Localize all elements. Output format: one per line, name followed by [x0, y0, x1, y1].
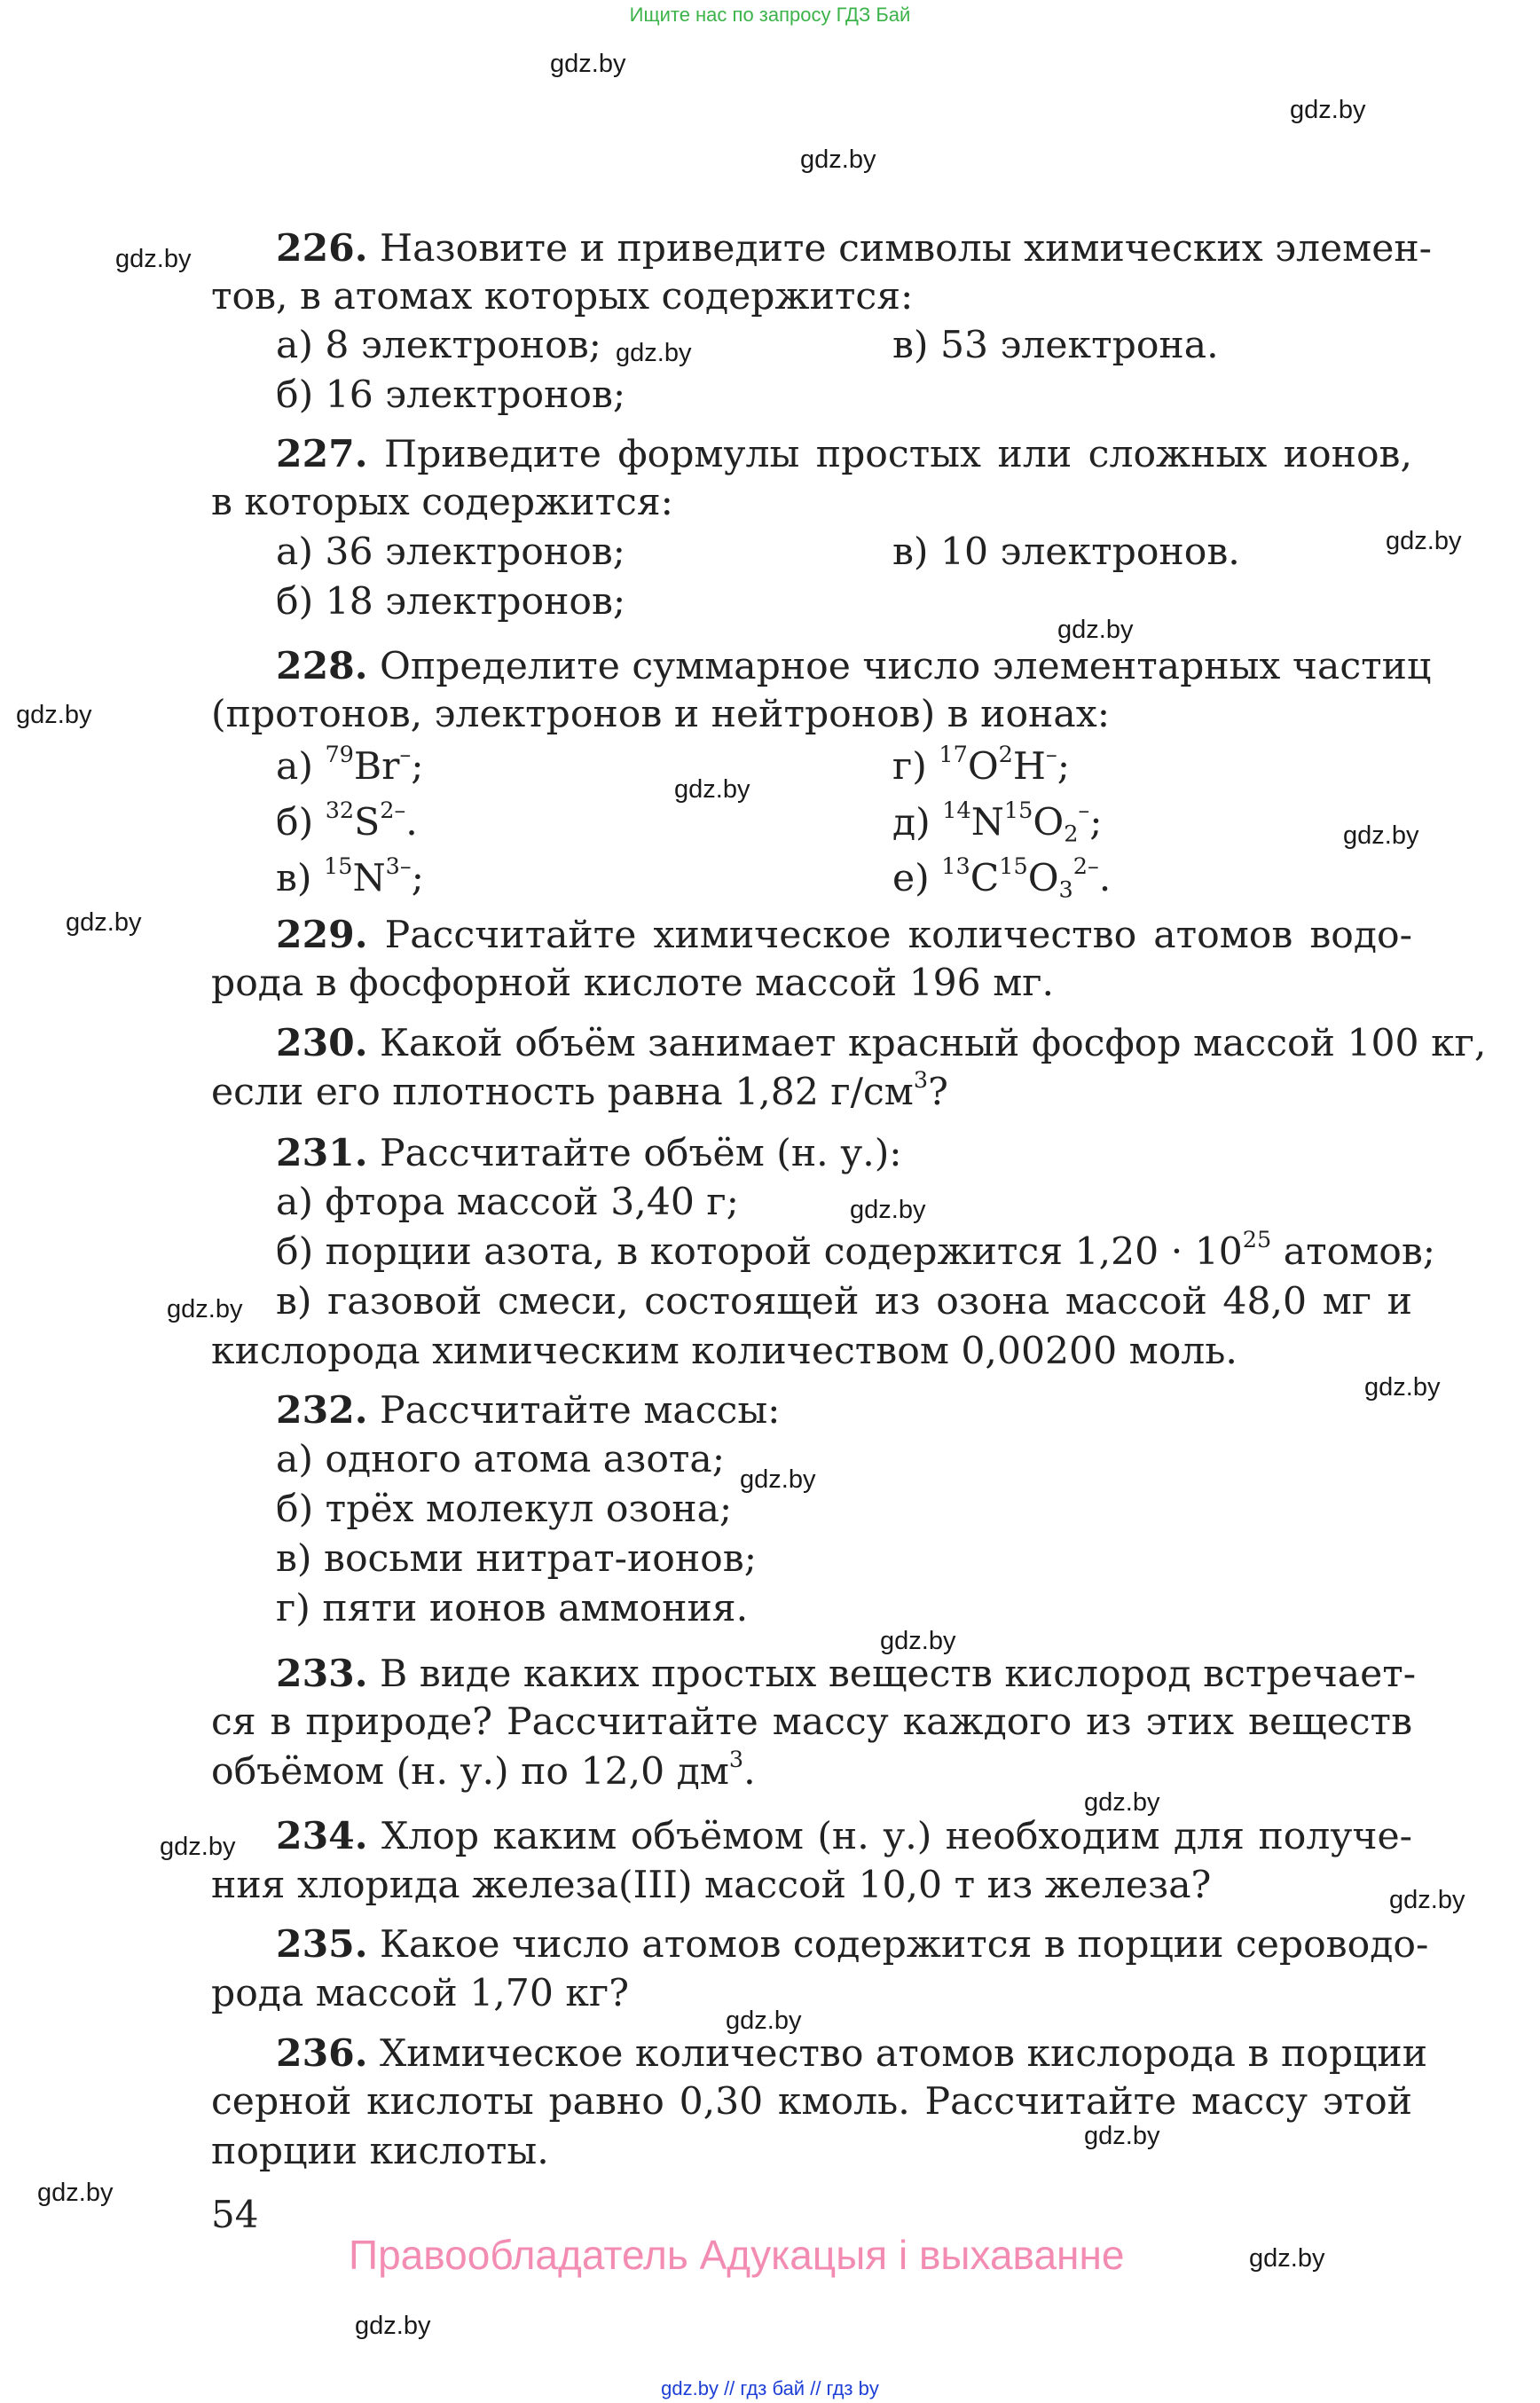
problem-number: 229. — [276, 913, 368, 957]
watermark: gdz.by — [1389, 1886, 1465, 1914]
problem-232-option: в) восьми нитрат-ионов; — [276, 1537, 758, 1581]
problem-number: 227. — [276, 432, 368, 476]
problem-number: 234. — [276, 1814, 368, 1858]
watermark: gdz.by — [1249, 2244, 1325, 2273]
problem-text: Хлор каким объёмом (н. у.) необходим для получе- — [381, 1815, 1412, 1858]
ion-a: а) $^{79}$Br–; — [276, 741, 424, 789]
problem-text: Рассчитайте объём (н. у.): — [380, 1132, 902, 1175]
footer-links[interactable]: gdz.by // гдз бай // гдз by — [661, 2377, 879, 2399]
problem-233-line: ся в природе? Рассчитайте массу каждого из этих веществ — [211, 1700, 1412, 1744]
watermark: gdz.by — [167, 1295, 243, 1323]
top-banner[interactable]: Ищите нас по запросу ГДЗ Бай — [629, 4, 911, 26]
problem-text: Рассчитайте массы: — [380, 1389, 781, 1433]
option-v: в) 10 электронов. — [892, 530, 1240, 574]
problem-231-option: а) фтора массой 3,40 г; — [276, 1181, 739, 1224]
ion-e: е) $^{13}C^{15}O_3^{2-}$. — [892, 852, 1112, 904]
problem-229-line: рода в фосфорной кислоте массой 196 мг. — [211, 962, 1055, 1005]
problem-234-line: ния хлорида железа(III) массой 10,0 т из железа? — [211, 1864, 1212, 1907]
watermark: gdz.by — [550, 50, 626, 78]
problem-235-line — [276, 1920, 1429, 1970]
watermark: gdz.by — [800, 145, 876, 174]
problem-234-line — [276, 1811, 1412, 1862]
problem-228-line — [276, 641, 1432, 692]
watermark: gdz.by — [740, 1465, 816, 1494]
problem-number: 230. — [276, 1021, 368, 1065]
page-number: 54 — [211, 2193, 259, 2236]
problem-231-option: б) порции азота, в которой содержится $1,20 \cdot 10^{25}$ атомов; — [276, 1226, 1436, 1274]
watermark: gdz.by — [37, 2179, 114, 2207]
problem-235-line: рода массой 1,70 кг? — [211, 1972, 629, 2015]
problem-number: 236. — [276, 2031, 368, 2076]
problem-232-line — [276, 1386, 1412, 1436]
problem-236-line — [276, 2029, 1428, 2079]
problem-226-options: б) 16 электронов; — [276, 373, 626, 417]
ion-v: в) $^{15}N^{3-}$; — [276, 852, 424, 900]
problem-text: Рассчитайте химическое количество атомов водо- — [384, 914, 1412, 957]
watermark: gdz.by — [1364, 1373, 1441, 1402]
ion-g: г) $^{17}O^2H^-$; — [892, 741, 1071, 789]
problem-231-option: кислорода химическим количеством 0,00200 моль. — [211, 1330, 1238, 1373]
problem-text: Приведите формулы простых или сложных ионов, — [384, 433, 1412, 476]
watermark: gdz.by — [1057, 616, 1134, 644]
ion-row — [276, 798, 1412, 848]
problem-number: 228. — [276, 644, 368, 688]
problem-231-option: в) газовой смеси, состоящей из озона массой 48,0 мг и — [276, 1280, 1412, 1323]
problem-number: 226. — [276, 226, 368, 271]
problem-233-line — [276, 1649, 1417, 1700]
problem-236-line: серной кислоты равно 0,30 кмоль. Рассчитайте массу этой — [211, 2080, 1412, 2124]
problem-233-line: объёмом (н. у.) по 12,0 $дм^3$. — [211, 1746, 756, 1794]
problem-229-line — [276, 910, 1412, 961]
problem-number: 231. — [276, 1131, 368, 1175]
problem-230-line: если его плотность равна 1,82 $г/см^3$? — [211, 1066, 948, 1114]
problem-227-options — [276, 528, 1412, 577]
watermark: gdz.by — [1386, 527, 1462, 555]
watermark: gdz.by — [674, 775, 750, 804]
watermark: gdz.by — [66, 908, 142, 937]
problem-number: 235. — [276, 1922, 368, 1967]
watermark: gdz.by — [1290, 96, 1366, 124]
problem-text: В виде каких простых веществ кислород встречает- — [380, 1653, 1417, 1696]
problem-228-line: (протонов, электронов и нейтронов) в ионах: — [211, 693, 1111, 736]
watermark: gdz.by — [160, 1833, 236, 1861]
watermark: gdz.by — [880, 1627, 956, 1655]
problem-230-line — [276, 1018, 1487, 1069]
problem-226-options — [276, 321, 1412, 371]
problem-236-line: порции кислоты. — [211, 2130, 549, 2173]
watermark: gdz.by — [355, 2312, 431, 2340]
problem-text: Назовите и приведите символы химических элемен- — [380, 227, 1433, 271]
problem-227-line: в которых содержится: — [211, 481, 673, 524]
problem-226-line: тов, в атомах которых содержится: — [211, 275, 914, 318]
problem-227-options: б) 18 электронов; — [276, 580, 626, 624]
watermark: gdz.by — [726, 2006, 802, 2035]
problem-text: Определите суммарное число элементарных частиц — [380, 645, 1432, 688]
option-a: а) 8 электронов; — [276, 324, 601, 367]
ion-row — [276, 742, 1412, 792]
ion-b: б) $^{32}S^{2-}$. — [276, 797, 418, 844]
problem-232-option: б) трёх молекул озона; — [276, 1488, 733, 1531]
problem-text: Какой объём занимает красный фосфор массой 100 кг, — [380, 1022, 1487, 1065]
ion-row — [276, 854, 1412, 904]
watermark: gdz.by — [1343, 821, 1419, 850]
problem-226-line — [276, 224, 1433, 274]
problem-232-option: а) одного атома азота; — [276, 1438, 726, 1481]
copyright-notice: Правообладатель Адукацыя і выхаванне — [349, 2232, 1125, 2278]
problem-text: Какое число атомов содержится в порции сероводо- — [380, 1923, 1429, 1967]
ion-d: д) $^{14}N^{15}O_2^-$; — [892, 797, 1103, 848]
watermark: gdz.by — [115, 245, 192, 273]
option-v: в) 53 электрона. — [892, 324, 1219, 367]
problem-232-option: г) пяти ионов аммония. — [276, 1587, 749, 1630]
watermark: gdz.by — [616, 339, 692, 367]
problem-text: Химическое количество атомов кислорода в порции — [380, 2032, 1428, 2076]
problem-number: 233. — [276, 1652, 368, 1696]
problem-number: 232. — [276, 1388, 368, 1433]
problem-231-line — [276, 1128, 1412, 1179]
option-a: а) 36 электронов; — [276, 530, 625, 574]
watermark: gdz.by — [1084, 1788, 1160, 1817]
watermark: gdz.by — [16, 701, 92, 729]
watermark: gdz.by — [1084, 2122, 1160, 2150]
watermark: gdz.by — [850, 1196, 926, 1224]
problem-227-line — [276, 429, 1412, 480]
